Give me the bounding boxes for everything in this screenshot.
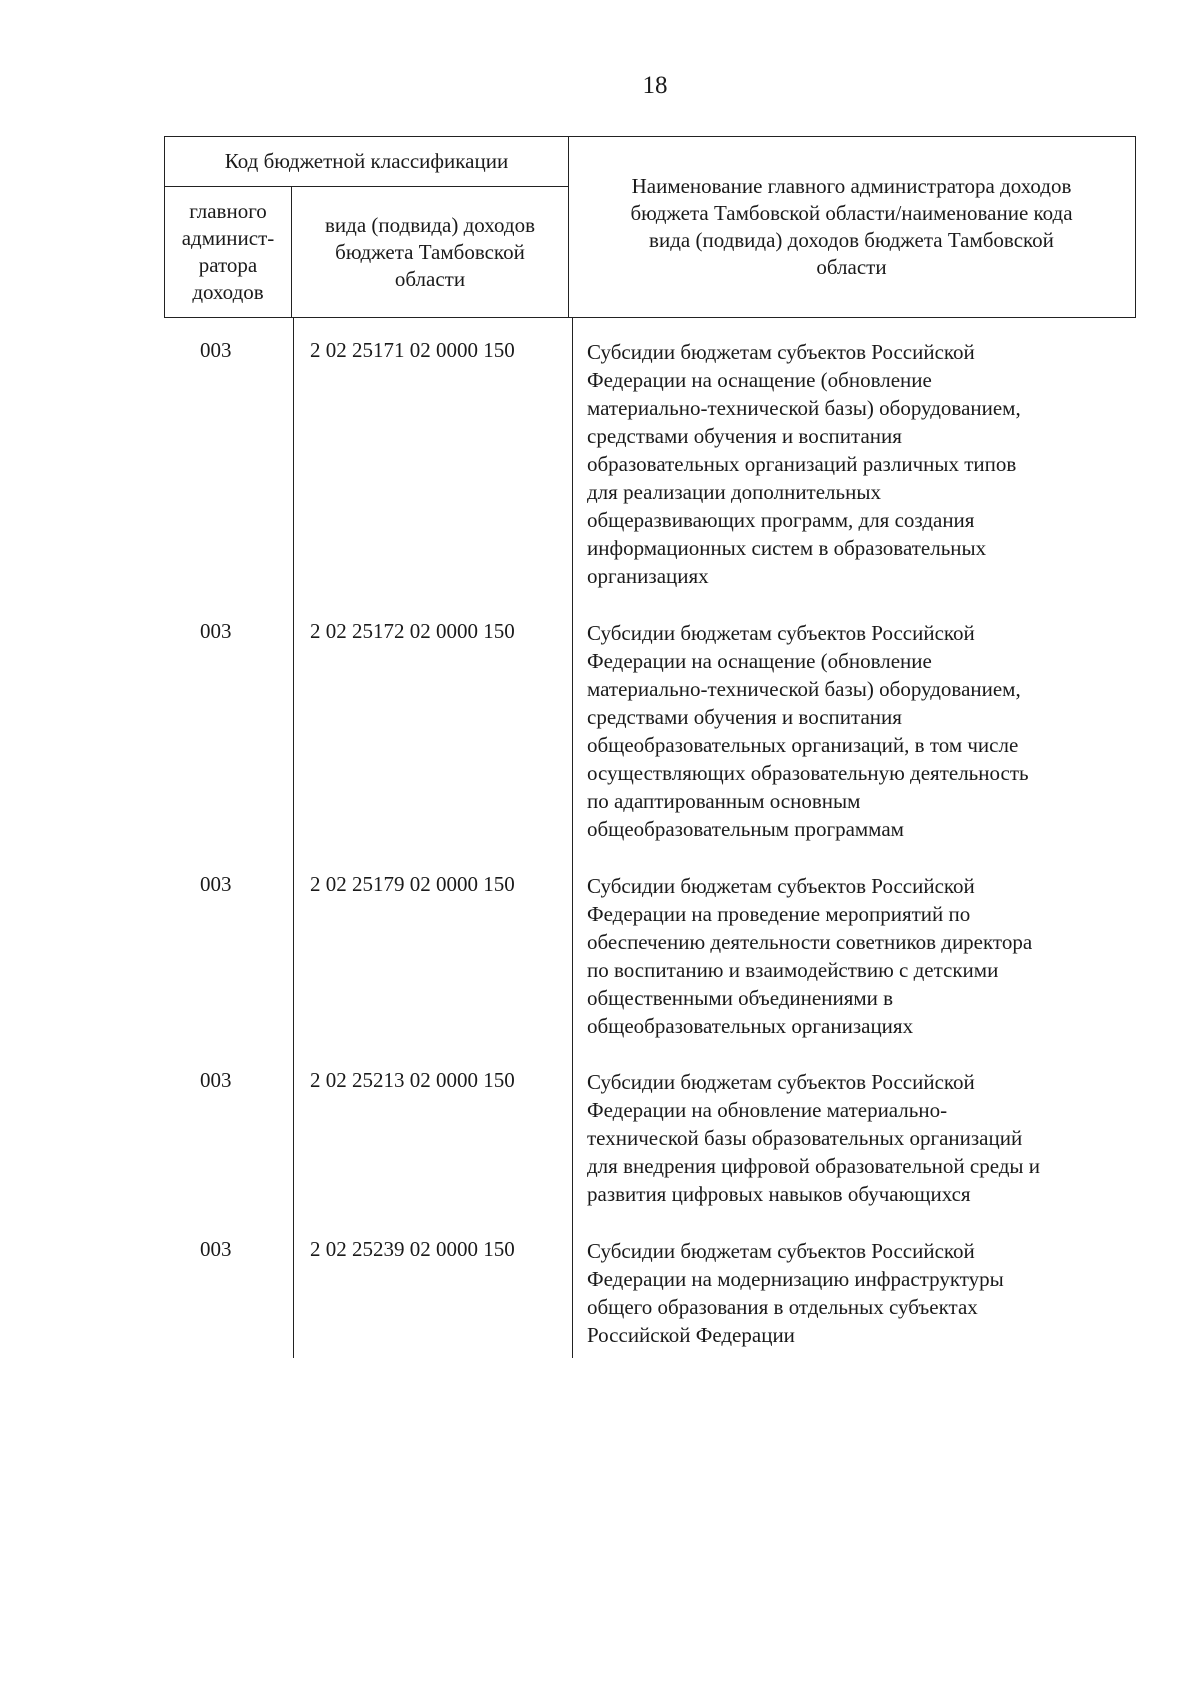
page-number: 18 [642, 72, 668, 99]
header-col-name-text: Наименование главного администратора доходов бюджета Тамбовской области/наименование кода вида (подвида) доходов бюджета Тамбовской области [630, 174, 1073, 279]
column-divider-2 [572, 318, 573, 1358]
cell-income-name: Субсидии бюджетам субъектов Российской Федерации на модернизацию инфраструктуры общего образования в отдельных субъектах Российской Федерации [587, 1239, 1004, 1347]
cell-admin-code: 003 [200, 1237, 232, 1261]
header-col-code-text: вида (подвида) доходов бюджета Тамбовской области [325, 212, 535, 291]
cell-admin-code: 003 [200, 1068, 232, 1092]
cell-income-name: Субсидии бюджетам субъектов Российской Федерации на оснащение (обновление материально-технической базы) оборудованием, средствами обучения и воспитания общеобразовательных организаций, в том числе осуществляющих образовательную деятельность по адаптированным основным общеобразовательным программам [587, 621, 1029, 841]
cell-income-code: 2 02 25171 02 0000 150 [310, 338, 515, 362]
header-group-title [165, 137, 569, 187]
header-group-title-text: Код бюджетной классификации [224, 149, 509, 173]
column-divider-1 [293, 318, 294, 1358]
cell-income-name: Субсидии бюджетам субъектов Российской Федерации на оснащение (обновление материально-технической базы) оборудованием, средствами обучения и воспитания образовательных организаций различных типов для реализации дополнительных общеразвивающих программ, для создания информационных систем в образовательных организациях [587, 340, 1021, 588]
header-col-name [569, 137, 1134, 317]
table-header [164, 136, 1136, 318]
cell-admin-code: 003 [200, 338, 232, 362]
cell-income-name: Субсидии бюджетам субъектов Российской Федерации на проведение мероприятий по обеспечению деятельности советников директора по воспитанию и взаимодействию с детскими общественными объединениями в общеобразовательных организациях [587, 874, 1033, 1038]
cell-admin-code: 003 [200, 619, 232, 643]
cell-income-code: 2 02 25239 02 0000 150 [310, 1237, 515, 1261]
cell-income-code: 2 02 25179 02 0000 150 [310, 872, 515, 896]
cell-income-name: Субсидии бюджетам субъектов Российской Федерации на обновление материально- технической базы образовательных организаций для внедрения цифровой образовательной среды и развития цифровых навыков обучающихся [587, 1070, 1041, 1206]
cell-income-code: 2 02 25213 02 0000 150 [310, 1068, 515, 1092]
header-col-admin [165, 187, 292, 317]
cell-income-code: 2 02 25172 02 0000 150 [310, 619, 515, 643]
header-col-code [292, 187, 569, 317]
header-col-admin-text: главного админист- ратора доходов [181, 199, 275, 304]
cell-admin-code: 003 [200, 872, 232, 896]
